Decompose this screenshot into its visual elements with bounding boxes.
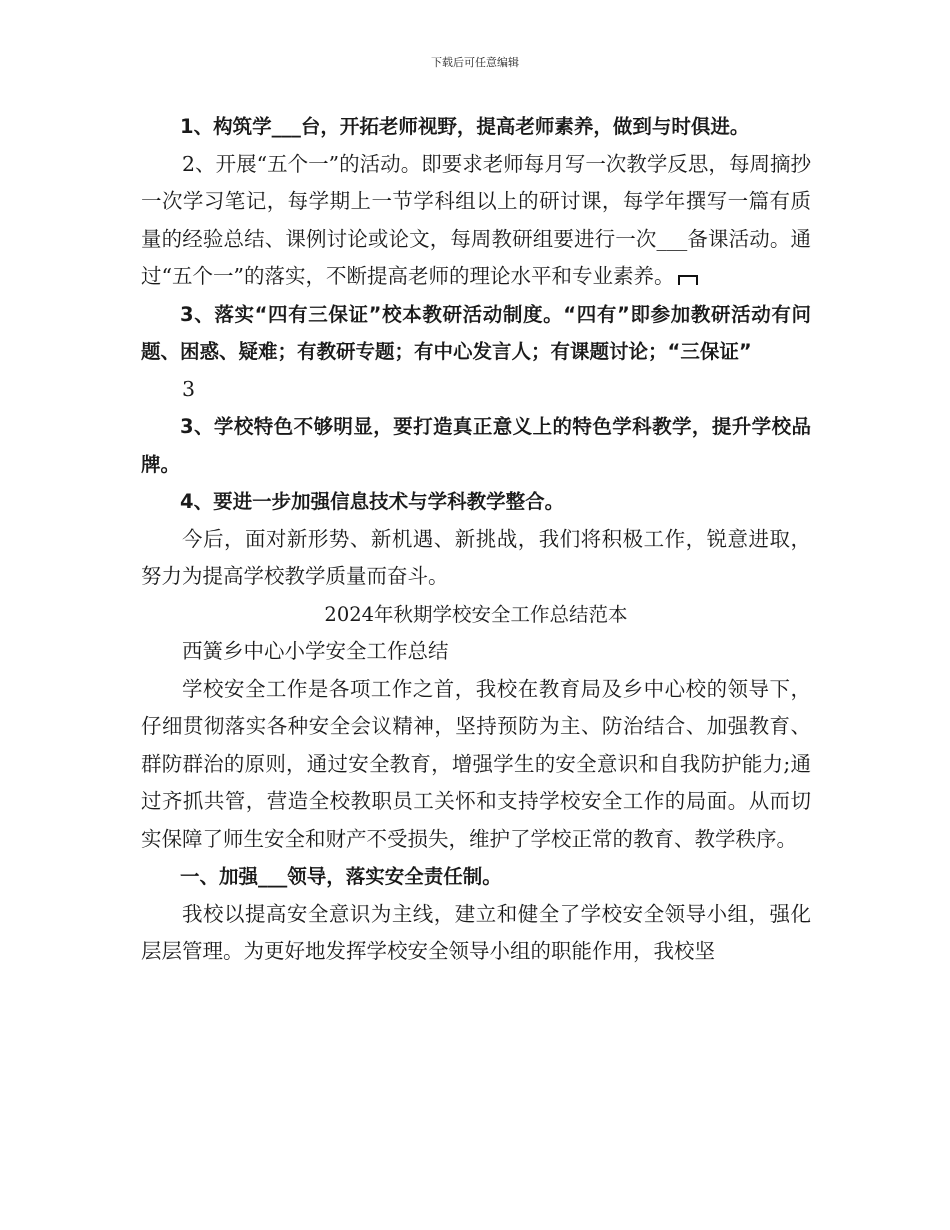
- paragraph-3: 3、落实“四有三保证”校本教研活动制度。“四有”即参加教研活动有问题、困惑、疑难；有教研专题；有中心发言人；有课题讨论；“三保证”: [141, 302, 811, 363]
- page-header: 下载后可任意编辑: [431, 56, 519, 69]
- section-title: 2024年秋期学校安全工作总结范本: [324, 602, 628, 626]
- paragraph-7: 今后，面对新形势、新机遇、新挑战，我们将积极工作，锐意进取，努力为提高学校教学质量而奋斗。: [141, 526, 811, 588]
- paragraph-5: 3、学校特色不够明显，要打造真正意义上的特色学科教学，提升学校品牌。: [141, 415, 811, 476]
- paragraph-6: 4、要进一步加强信息技术与学科教学整合。: [180, 490, 565, 513]
- paragraph-11: 我校以提高安全意识为主线，建立和健全了学校安全领导小组，强化层层管理。为更好地发挥学校安全领导小组的职能作用，我校坚: [141, 901, 811, 963]
- paragraph-2-text: 2、开展“五个一”的活动。即要求老师每月写一次教学反思，每周摘抄一次学习笔记，每学期上一节学科组以上的研讨课，每学年撰写一篇有质量的经验总结、课例讨论或论文，每周教研组要进行一次___备课活动。通过“五个一”的落实，不断提高老师的理论水平和专业素养。: [141, 151, 811, 288]
- bracket-mark-icon: [678, 275, 698, 285]
- paragraph-10: 一、加强___领导，落实安全责任制。: [180, 865, 502, 888]
- paragraph-4: 3: [182, 376, 196, 401]
- paragraph-9: 学校安全工作是各项工作之首，我校在教育局及乡中心校的领导下，仔细贯彻落实各种安全会议精神，坚持预防为主、防治结合、加强教育、群防群治的原则，通过安全教育，增强学生的安全意识和自我防护能力;通过齐抓共管，营造全校教职员工关怀和支持学校安全工作的局面。从而切实保障了师生安全和财产不受损失，维护了学校正常的教育、教学秩序。: [141, 676, 811, 851]
- paragraph-2: [141, 146, 811, 296]
- document-body: [141, 108, 811, 971]
- paragraph-1: 1、构筑学___台，开拓老师视野，提高老师素养，做到与时俱进。: [180, 115, 750, 138]
- paragraph-8: 西簧乡中心小学安全工作总结: [182, 639, 449, 663]
